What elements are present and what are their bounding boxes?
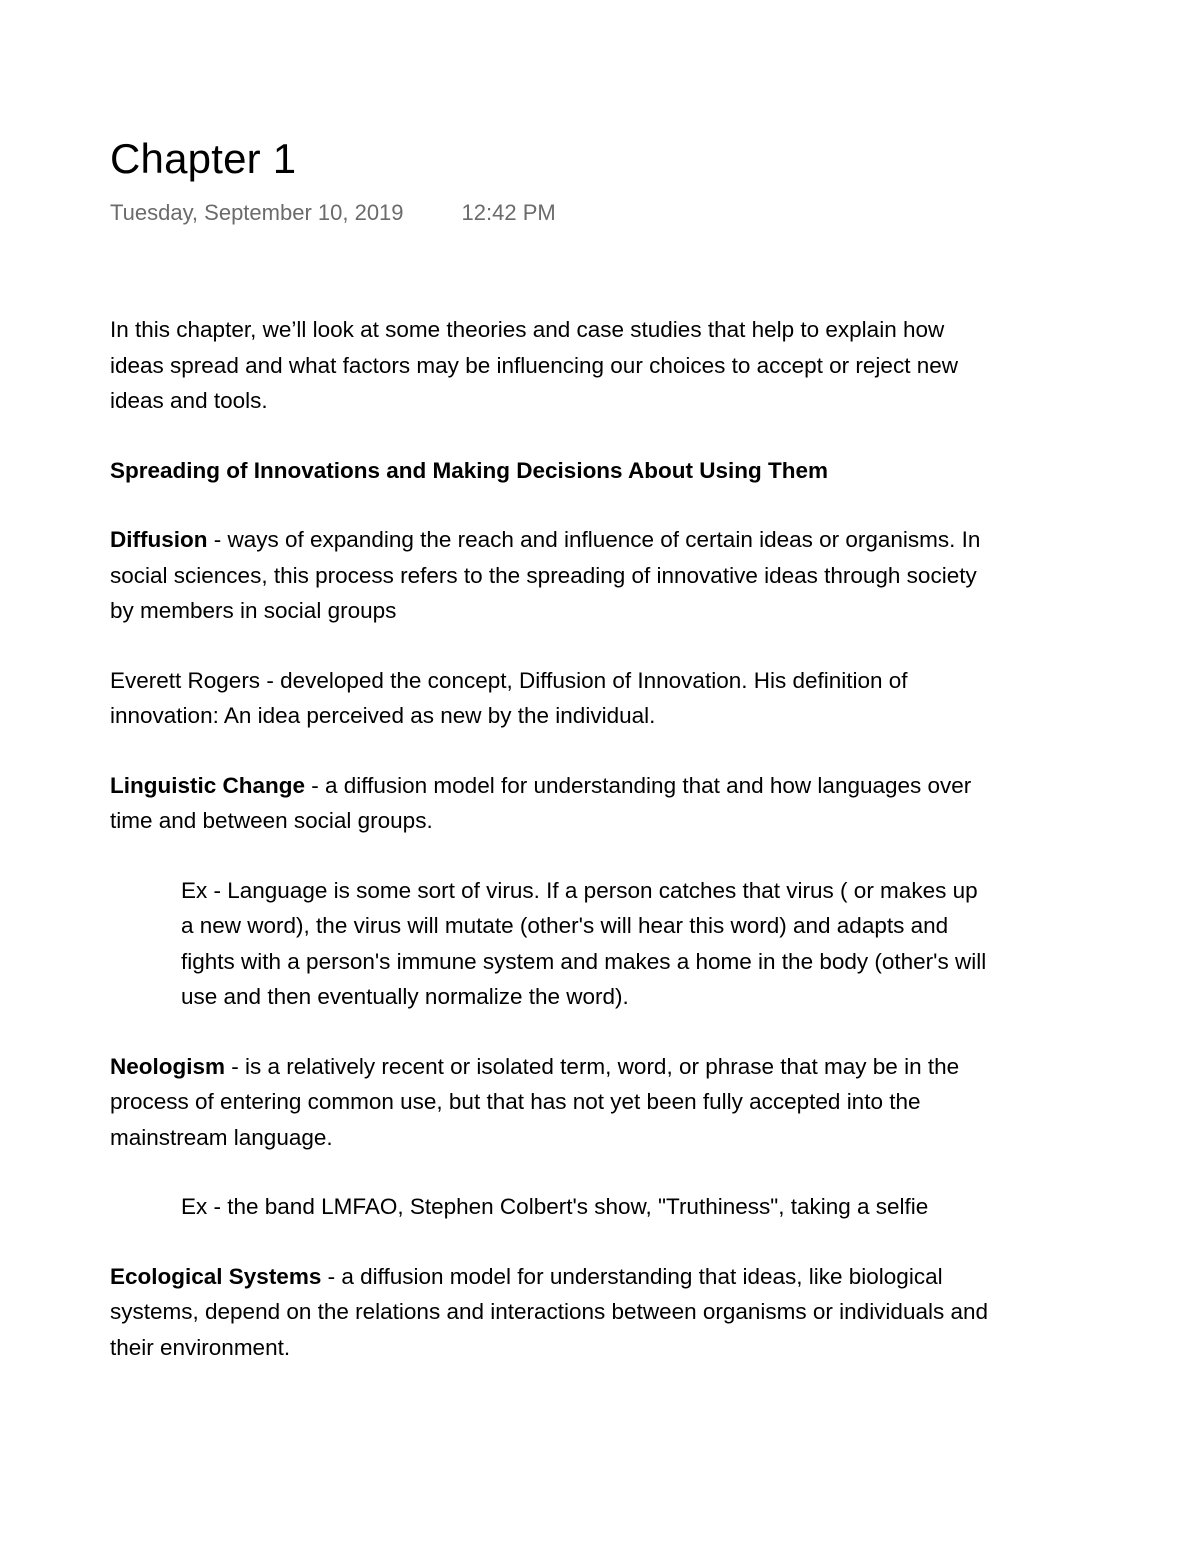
intro-paragraph: In this chapter, we’ll look at some theories and case studies that help to explain how ideas spread and what factors may be influencing our choices to accept or reject new ideas and tools. (110, 317, 958, 413)
definition-linguistic-change (110, 768, 990, 839)
separator: - (321, 1263, 342, 1289)
example-neologism: Ex - the band LMFAO, Stephen Colbert's show, "Truthiness", taking a selfie (181, 1194, 929, 1219)
term-everett-rogers: Everett Rogers (110, 667, 261, 693)
term-linguistic-change: Linguistic Change (110, 772, 306, 798)
definition-text: ways of expanding the reach and influence of certain ideas or organisms. In social sciences, this process refers to the spreading of innovative ideas through society by members in social groups (110, 527, 981, 623)
example-linguistic-change: Ex - Language is some sort of virus. If a person catches that virus ( or makes up a new word), the virus will mutate (other's will hear this word) and adapts and fights with a person's immune system and makes a home in the body (other's will use and then eventually normalize the word). (181, 877, 987, 1009)
timestamp (110, 198, 990, 228)
definition-neologism (110, 1049, 990, 1156)
separator: - (260, 667, 281, 693)
definition-everett-rogers (110, 663, 990, 734)
definition-text: developed the concept, Diffusion of Innovation. His definition of innovation: An idea perceived as new by the individual. (110, 667, 908, 728)
definition-ecological-systems (110, 1259, 990, 1366)
term-diffusion: Diffusion (110, 527, 208, 552)
separator: - (305, 772, 326, 798)
note-time: 12:42 PM (461, 200, 556, 225)
separator: - (225, 1053, 246, 1079)
page-title: Chapter 1 (110, 135, 297, 182)
definition-diffusion (110, 522, 990, 629)
definition-text: a diffusion model for understanding that and how languages over time and between social groups. (110, 772, 972, 833)
note-page (110, 128, 990, 1365)
definition-text: a diffusion model for understanding that ideas, like biological systems, depend on the relations and interactions between organisms or individuals and their environment. (110, 1263, 989, 1360)
section-heading: Spreading of Innovations and Making Decisions About Using Them (110, 457, 828, 483)
term-ecological-systems: Ecological Systems (110, 1263, 322, 1289)
definition-text: is a relatively recent or isolated term, word, or phrase that may be in the process of entering common use, but that has not yet been fully accepted into the mainstream language. (110, 1053, 960, 1150)
separator: - (207, 527, 228, 552)
note-date: Tuesday, September 10, 2019 (110, 200, 404, 225)
term-neologism: Neologism (110, 1053, 226, 1079)
